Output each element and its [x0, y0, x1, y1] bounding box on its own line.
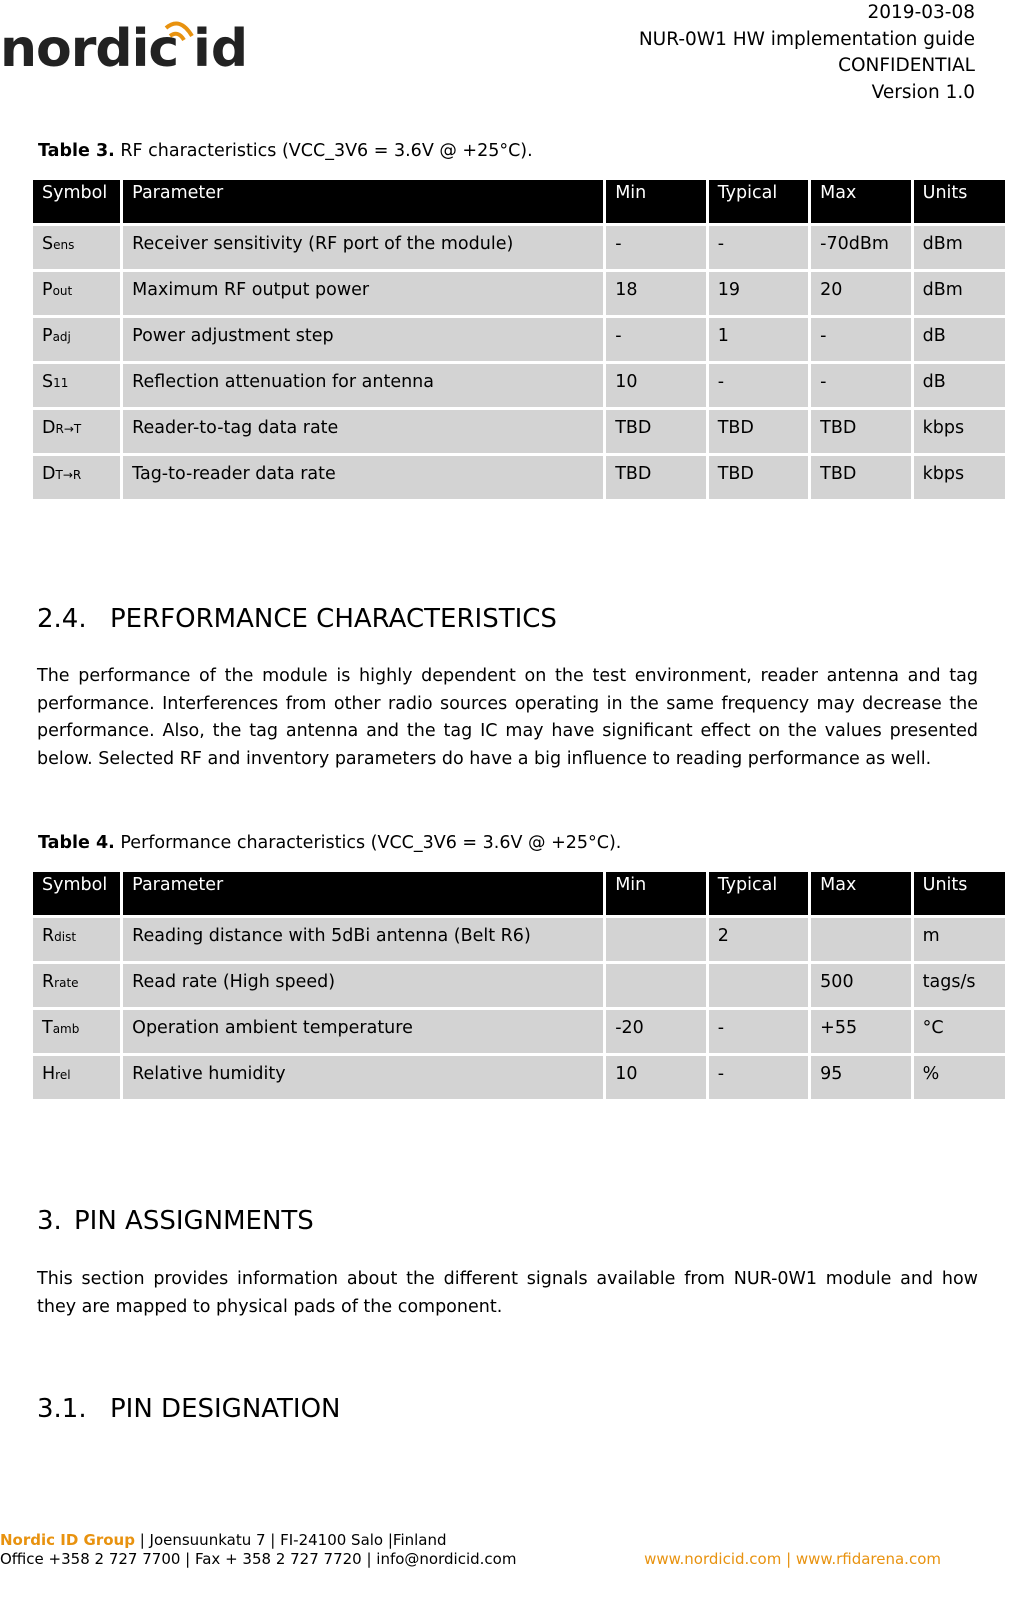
table-row	[33, 272, 1005, 315]
symbol-letter: D	[42, 464, 56, 484]
column-header: Max	[811, 180, 910, 223]
column-header: Max	[811, 872, 910, 915]
parameter-cell: Operation ambient temperature	[123, 1010, 603, 1053]
table-row	[33, 1056, 1005, 1099]
parameter-cell: Power adjustment step	[123, 318, 603, 361]
min-cell: 18	[606, 272, 705, 315]
section-number: 3.	[37, 1206, 62, 1236]
max-cell: 95	[811, 1056, 910, 1099]
column-header: Min	[606, 872, 705, 915]
symbol-cell	[33, 964, 120, 1007]
max-cell: -	[811, 364, 910, 407]
symbol-subscript: 11	[53, 376, 69, 390]
units-cell: dBm	[914, 272, 1005, 315]
section-number: 3.1.	[37, 1394, 87, 1424]
table3-caption-text: RF characteristics (VCC_3V6 = 3.6V @ +25°C).	[114, 141, 533, 161]
symbol-letter: T	[42, 1018, 53, 1038]
rf-characteristics-table	[30, 177, 1008, 502]
min-cell: 10	[606, 364, 705, 407]
footer-brand: Nordic ID Group	[0, 1531, 135, 1549]
table-row	[33, 364, 1005, 407]
symbol-cell	[33, 1010, 120, 1053]
units-cell: °C	[914, 1010, 1005, 1053]
units-cell: dBm	[914, 226, 1005, 269]
typical-cell: -	[709, 1010, 808, 1053]
typical-cell: TBD	[709, 410, 808, 453]
table4-caption-text: Performance characteristics (VCC_3V6 = 3.6V @ +25°C).	[114, 833, 622, 853]
column-header: Units	[914, 872, 1005, 915]
column-header: Typical	[709, 872, 808, 915]
parameter-cell: Reading distance with 5dBi antenna (Belt R6)	[123, 918, 603, 961]
typical-cell	[709, 964, 808, 1007]
units-cell: m	[914, 918, 1005, 961]
nordic-id-logo-mark	[0, 12, 250, 74]
table-header-row	[33, 872, 1005, 915]
min-cell: -	[606, 318, 705, 361]
symbol-letter: R	[42, 926, 55, 946]
header-version: Version 1.0	[871, 81, 975, 103]
table-row	[33, 918, 1005, 961]
header-classification: CONFIDENTIAL	[838, 55, 975, 76]
footer-address-text: | Joensuunkatu 7 | FI-24100 Salo |Finland	[134, 1531, 447, 1549]
column-header: Units	[914, 180, 1005, 223]
symbol-letter: S	[42, 234, 54, 254]
parameter-cell: Receiver sensitivity (RF port of the module)	[123, 226, 603, 269]
symbol-cell	[33, 918, 120, 961]
column-header: Parameter	[123, 180, 603, 223]
table-row	[33, 410, 1005, 453]
min-cell	[606, 918, 705, 961]
symbol-subscript: rel	[55, 1068, 71, 1082]
section-title: PIN ASSIGNMENTS	[74, 1206, 314, 1236]
max-cell: 20	[811, 272, 910, 315]
symbol-subscript: adj	[52, 330, 71, 344]
section-heading-3-1	[37, 1394, 341, 1424]
min-cell: TBD	[606, 456, 705, 499]
max-cell: -70dBm	[811, 226, 910, 269]
typical-cell: -	[709, 1056, 808, 1099]
section-title: PERFORMANCE CHARACTERISTICS	[110, 604, 557, 634]
nordic-id-logo	[0, 12, 250, 74]
min-cell: 10	[606, 1056, 705, 1099]
footer-address	[0, 1531, 447, 1549]
table-row	[33, 964, 1005, 1007]
units-cell: %	[914, 1056, 1005, 1099]
symbol-cell	[33, 410, 120, 453]
symbol-subscript: T→R	[55, 468, 82, 482]
units-cell: dB	[914, 318, 1005, 361]
symbol-letter: P	[42, 326, 53, 346]
table3-caption	[38, 141, 533, 161]
symbol-letter: H	[42, 1064, 56, 1084]
parameter-cell: Maximum RF output power	[123, 272, 603, 315]
symbol-letter: D	[42, 418, 56, 438]
pin-assignments-paragraph: This section provides information about the different signals available from NUR-0W1 module and how they are mapped to physical pads of the component.	[37, 1269, 978, 1317]
symbol-subscript: dist	[54, 930, 77, 944]
symbol-cell	[33, 272, 120, 315]
performance-characteristics-table	[30, 869, 1008, 1102]
svg-text:nordic: nordic	[0, 19, 179, 74]
units-cell: kbps	[914, 456, 1005, 499]
symbol-subscript: rate	[54, 976, 79, 990]
min-cell	[606, 964, 705, 1007]
parameter-cell: Reader-to-tag data rate	[123, 410, 603, 453]
symbol-letter: R	[42, 972, 55, 992]
parameter-cell: Read rate (High speed)	[123, 964, 603, 1007]
symbol-letter: P	[42, 280, 53, 300]
symbol-cell	[33, 364, 120, 407]
table4-caption-label: Table 4.	[38, 833, 115, 853]
table-header-row	[33, 180, 1005, 223]
min-cell: TBD	[606, 410, 705, 453]
symbol-subscript: ens	[53, 238, 75, 252]
table-row	[33, 318, 1005, 361]
symbol-letter: S	[42, 372, 54, 392]
table4-caption	[38, 833, 621, 853]
column-header: Parameter	[123, 872, 603, 915]
header-doc-title: NUR-0W1 HW implementation guide	[638, 28, 975, 50]
typical-cell: -	[709, 226, 808, 269]
section-heading-2-4	[37, 604, 557, 634]
column-header: Symbol	[33, 180, 120, 223]
units-cell: tags/s	[914, 964, 1005, 1007]
header-date: 2019-03-08	[867, 2, 975, 23]
min-cell: -	[606, 226, 705, 269]
section-heading-3	[37, 1206, 314, 1236]
section-number: 2.4.	[37, 604, 87, 634]
parameter-cell: Tag-to-reader data rate	[123, 456, 603, 499]
max-cell: +55	[811, 1010, 910, 1053]
symbol-cell	[33, 456, 120, 499]
parameter-cell: Reflection attenuation for antenna	[123, 364, 603, 407]
table-row	[33, 226, 1005, 269]
typical-cell: 19	[709, 272, 808, 315]
typical-cell: 2	[709, 918, 808, 961]
symbol-cell	[33, 226, 120, 269]
parameter-cell: Relative humidity	[123, 1056, 603, 1099]
table3-caption-label: Table 3.	[38, 141, 115, 161]
symbol-cell	[33, 1056, 120, 1099]
max-cell: TBD	[811, 410, 910, 453]
symbol-cell	[33, 318, 120, 361]
max-cell: -	[811, 318, 910, 361]
column-header: Min	[606, 180, 705, 223]
typical-cell: 1	[709, 318, 808, 361]
document-header	[639, 0, 975, 106]
svg-text:id: id	[193, 19, 249, 74]
symbol-subscript: amb	[52, 1022, 80, 1036]
units-cell: kbps	[914, 410, 1005, 453]
units-cell: dB	[914, 364, 1005, 407]
typical-cell: -	[709, 364, 808, 407]
symbol-subscript: R→T	[55, 422, 82, 436]
symbol-subscript: out	[52, 284, 73, 298]
typical-cell: TBD	[709, 456, 808, 499]
column-header: Symbol	[33, 872, 120, 915]
column-header: Typical	[709, 180, 808, 223]
section-title: PIN DESIGNATION	[110, 1394, 341, 1424]
performance-paragraph: The performance of the module is highly dependent on the test environment, reader antenna and tag performance. Interferences from other radio sources operating in the same frequency may decrease the performance. Also, the tag antenna and the tag IC may have significant effect on the values presented below. Selected RF and inventory parameters do have a big influence to reading performance as well.	[37, 666, 978, 769]
footer-contact: Office +358 2 727 7700 | Fax + 358 2 727 7720 | info@nordicid.com	[0, 1550, 517, 1568]
max-cell: 500	[811, 964, 910, 1007]
table-row	[33, 456, 1005, 499]
table-row	[33, 1010, 1005, 1053]
footer-websites: www.nordicid.com | www.rfidarena.com	[644, 1550, 941, 1568]
max-cell: TBD	[811, 456, 910, 499]
max-cell	[811, 918, 910, 961]
min-cell: -20	[606, 1010, 705, 1053]
